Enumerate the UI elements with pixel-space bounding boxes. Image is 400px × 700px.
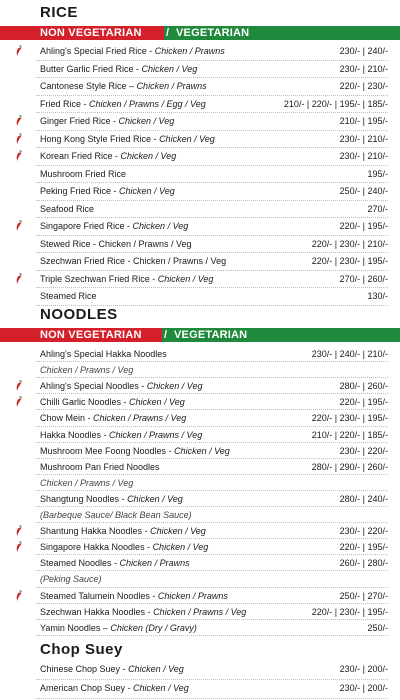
menu-item-note: [0, 475, 400, 491]
item-price: 230/- | 220/-: [339, 445, 388, 456]
item-title: Steamed Noodles -: [40, 558, 120, 569]
item-name: [40, 410, 186, 426]
item-title: Singapore Hakka Noodles -: [40, 542, 153, 553]
item-title: Steamed Talumein Noodles -: [40, 590, 158, 601]
item-title: Ahling's Special Noodles -: [40, 381, 147, 392]
item-title: Seafood Rice: [40, 203, 95, 214]
slash-separator: /: [166, 27, 170, 39]
item-price: 210/- | 220/- | 185/-: [311, 429, 388, 440]
item-name: [40, 148, 176, 164]
chili-icon: [14, 525, 24, 537]
item-title: Szechwan Fried Rice - Chicken / Prawns / Veg: [40, 256, 227, 266]
item-price: 220/- | 230/- | 195/-: [311, 413, 388, 424]
item-variants: Chicken / Veg: [152, 542, 209, 553]
menu-item: [0, 183, 400, 199]
chili-icon: [14, 541, 24, 553]
chili-icon: [14, 150, 24, 162]
item-price: 130/-: [367, 291, 388, 301]
item-price: 270/-: [367, 203, 388, 214]
item-name: [40, 253, 226, 269]
menu-item-note: [0, 571, 400, 587]
item-price: 195/-: [367, 168, 388, 179]
chili-icon: [14, 396, 24, 408]
item-title: Triple Szechwan Fried Rice -: [40, 273, 158, 284]
item-price: 220/- | 230/-: [339, 81, 388, 91]
item-title: Hong Kong Style Fried Rice -: [40, 133, 160, 144]
section-title: NOODLES: [40, 306, 118, 323]
item-title: Chow Mein -: [40, 413, 94, 424]
item-name: [40, 459, 160, 475]
item-price: 230/- | 200/-: [339, 683, 388, 693]
item-name: [40, 604, 246, 620]
item-name: [40, 588, 228, 604]
item-price: 210/- | 195/-: [339, 116, 388, 126]
item-name: [40, 378, 202, 394]
item-variants: Chicken / Veg: [157, 273, 214, 284]
item-title: Chilli Garlic Noodles -: [40, 397, 130, 408]
menu-item: [0, 218, 400, 234]
item-title: Mushroom Fried Rice: [40, 168, 127, 179]
item-title: Fried Rice -: [40, 98, 90, 109]
item-variants: Chicken / Veg: [159, 133, 215, 144]
item-variants: Chicken / Veg: [119, 186, 175, 196]
menu-item: [0, 96, 400, 112]
item-price: 230/- | 240/-: [339, 46, 388, 56]
item-name: [40, 218, 188, 234]
item-name: [40, 183, 175, 199]
menu-item: [0, 523, 400, 539]
menu-item: [0, 539, 400, 555]
veg-label: VEGETARIAN: [174, 329, 248, 341]
item-title: American Chop Suey -: [40, 683, 134, 693]
row-divider: [36, 698, 388, 699]
chili-icon: [14, 133, 24, 145]
item-name: [40, 491, 183, 507]
item-name: [40, 271, 213, 287]
item-price: 280/- | 240/-: [339, 493, 388, 504]
menu-item: [0, 253, 400, 269]
item-price: 220/- | 230/- | 210/-: [311, 238, 388, 249]
item-price: 230/- | 240/- | 210/-: [311, 349, 388, 359]
item-price: 230/- | 210/-: [339, 63, 388, 74]
item-price: 210/- | 220/- | 195/- | 185/-: [283, 98, 388, 109]
item-price: 220/- | 230/- | 195/-: [311, 606, 388, 617]
menu-item: [0, 394, 400, 410]
item-title: Steamed Rice: [40, 291, 97, 301]
menu-item: [0, 427, 400, 443]
item-variants: Chicken / Prawns / Egg / Veg: [89, 98, 206, 109]
menu-item: [0, 346, 400, 362]
row-divider: [36, 635, 388, 636]
chili-icon: [14, 273, 24, 285]
item-price: 270/- | 260/-: [339, 273, 388, 284]
item-title: Mushroom Mee Foong Noodles -: [40, 445, 175, 456]
item-price: 230/- | 210/-: [339, 151, 388, 161]
item-title: Mushroom Pan Fried Noodles: [40, 461, 160, 472]
item-price: 220/- | 195/-: [339, 542, 388, 553]
menu-item: [0, 443, 400, 459]
item-price: 260/- | 280/-: [339, 558, 388, 569]
item-variants: Chicken / Prawns: [154, 46, 225, 56]
item-name: [40, 166, 126, 182]
item-variants: Chicken / Prawns / Veg: [93, 413, 187, 424]
item-title: Chinese Chop Suey -: [40, 664, 129, 674]
item-name: [40, 443, 230, 459]
non-veg-label: NON VEGETARIAN: [40, 329, 142, 341]
item-title: Ahling's Special Hakka Noodles: [40, 349, 167, 359]
slash-separator: /: [164, 329, 168, 341]
item-name: [40, 131, 215, 147]
item-name: [40, 346, 167, 362]
item-variants: Chicken / Prawns / Veg: [109, 429, 203, 440]
item-title: Shangtung Noodles -: [40, 493, 128, 504]
item-name: [40, 523, 206, 539]
menu-item: [0, 661, 400, 677]
item-name: [40, 555, 190, 571]
item-note: Chicken / Prawns / Veg: [40, 477, 134, 488]
item-title: Cantonese Style Rice –: [40, 81, 137, 91]
item-name: [40, 394, 185, 410]
item-title: Peking Fried Rice -: [40, 186, 120, 196]
item-variants: Chicken / Veg: [118, 116, 175, 126]
item-price: 230/- | 210/-: [339, 133, 388, 144]
item-title: Butter Garlic Fried Rice -: [40, 63, 142, 74]
item-variants: Chicken / Veg: [129, 397, 185, 408]
item-title: Szechwan Hakka Noodles -: [40, 606, 154, 617]
menu-item: [0, 43, 400, 59]
item-name: [40, 61, 197, 77]
menu-item: [0, 166, 400, 182]
menu-item-note: [0, 507, 400, 523]
item-title: Ginger Fried Rice -: [40, 116, 119, 126]
item-name: [40, 113, 174, 129]
menu-item: [0, 620, 400, 636]
chili-icon: [14, 380, 24, 392]
item-price: 250/- | 270/-: [339, 590, 388, 601]
item-title: Shantung Hakka Noodles -: [40, 526, 151, 537]
item-title: Yamin Noodles –: [40, 622, 111, 633]
item-variants: Chicken / Prawns / Veg: [153, 606, 247, 617]
item-variants: Chicken / Prawns: [157, 590, 228, 601]
item-name: [40, 661, 184, 677]
chili-icon: [14, 115, 24, 127]
menu-item: [0, 588, 400, 604]
menu-item: [0, 131, 400, 147]
item-name: [40, 43, 225, 59]
item-variants: Chicken / Prawns: [119, 558, 190, 569]
item-variants: Chicken / Veg: [128, 664, 184, 674]
item-title: Ahling's Special Fried Rice -: [40, 46, 155, 56]
menu-item: [0, 288, 400, 304]
menu-item: [0, 459, 400, 475]
diet-legend-band: [0, 26, 400, 40]
menu-item-note: [0, 362, 400, 378]
item-variants: Chicken / Veg: [133, 683, 189, 693]
item-variants: Chicken / Veg: [146, 381, 203, 392]
item-name: [40, 288, 97, 304]
section-title: RICE: [40, 4, 78, 21]
item-name: [40, 680, 189, 696]
item-variants: Chicken / Veg: [132, 221, 189, 231]
chili-icon: [14, 45, 24, 57]
menu-item: [0, 491, 400, 507]
diet-legend-band: [0, 328, 400, 342]
item-title: Stewed Rice - Chicken / Prawns / Veg: [40, 238, 192, 249]
menu-item: [0, 201, 400, 217]
item-variants: Chicken / Veg: [174, 445, 230, 456]
item-price: 250/-: [367, 622, 388, 633]
item-price: 280/- | 290/- | 260/-: [311, 461, 388, 472]
item-name: [40, 539, 208, 555]
item-note: (Peking Sauce): [40, 574, 102, 585]
item-title: Korean Fried Rice -: [40, 151, 121, 161]
item-note: Chicken / Prawns / Veg: [40, 365, 134, 376]
item-price: 230/- | 220/-: [339, 526, 388, 537]
menu-item: [0, 604, 400, 620]
veg-label: VEGETARIAN: [176, 27, 250, 39]
item-price: 220/- | 230/- | 195/-: [311, 256, 388, 266]
chili-icon: [14, 220, 24, 232]
item-price: 280/- | 260/-: [339, 381, 388, 392]
item-price: 250/- | 240/-: [339, 186, 388, 196]
section-title: Chop Suey: [40, 641, 123, 658]
menu-item: [0, 236, 400, 252]
item-variants: Chicken / Veg: [127, 493, 183, 504]
item-name: [40, 236, 192, 252]
menu-item: [0, 410, 400, 426]
item-title: Hakka Noodles -: [40, 429, 110, 440]
item-price: 220/- | 195/-: [339, 221, 388, 231]
item-variants: Chicken / Veg: [120, 151, 177, 161]
item-name: [40, 427, 202, 443]
item-variants: Chicken / Prawns: [136, 81, 207, 91]
menu-item: [0, 113, 400, 129]
menu-item: [0, 378, 400, 394]
item-name: [40, 78, 207, 94]
item-variants: Chicken (Dry / Gravy): [110, 622, 197, 633]
item-variants: Chicken / Veg: [141, 63, 198, 74]
chili-icon: [14, 590, 24, 602]
item-name: [40, 96, 206, 112]
menu-item: [0, 148, 400, 164]
item-price: 220/- | 195/-: [339, 397, 388, 408]
menu-item: [0, 61, 400, 77]
menu-item: [0, 271, 400, 287]
item-name: [40, 201, 94, 217]
item-note: (Barbeque Sauce/ Black Bean Sauce): [40, 510, 192, 520]
item-price: 230/- | 200/-: [339, 664, 388, 674]
menu-item: [0, 680, 400, 696]
item-variants: Chicken / Veg: [150, 526, 206, 537]
item-title: Singapore Fried Rice -: [40, 221, 133, 231]
menu-item: [0, 555, 400, 571]
non-veg-label: NON VEGETARIAN: [40, 27, 142, 39]
item-name: [40, 620, 197, 636]
menu-item: [0, 78, 400, 94]
